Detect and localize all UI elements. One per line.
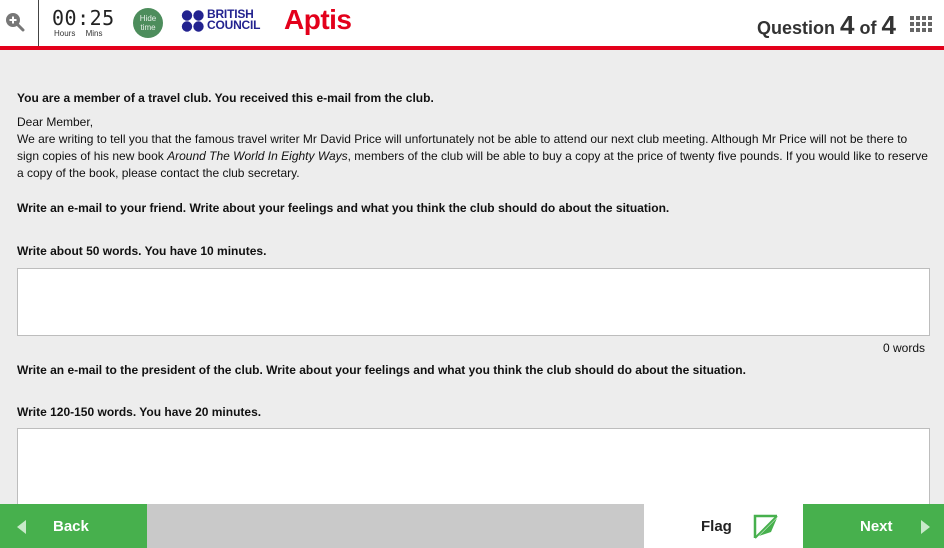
email-body-part2: , members of the club will be able to buy a copy at the price of twenty five pounds. If you would like to reserve a copy of the book, please contact the club secretary. bbox=[17, 149, 928, 180]
email-body-part1: We are writing to tell you that the famous travel writer Mr David Price will unfortunately not be able to attend our next club meeting. Although Mr Price will not be there to sign copies of his new book bbox=[17, 132, 908, 163]
task1-word-count: 0 words bbox=[882, 341, 925, 355]
task1-limit: Write about 50 words. You have 10 minutes. bbox=[17, 244, 267, 258]
flag-icon bbox=[753, 514, 779, 540]
intro-text: You are a member of a travel club. You received this e-mail from the club. bbox=[17, 91, 434, 105]
flag-label: Flag bbox=[701, 518, 732, 535]
task1-answer-textarea[interactable] bbox=[17, 268, 930, 336]
question-prefix: Question bbox=[757, 18, 836, 38]
task2-limit: Write 120-150 words. You have 20 minutes. bbox=[17, 405, 262, 419]
divider bbox=[38, 0, 39, 46]
aptis-logo: Aptis bbox=[284, 4, 352, 35]
british-council-dots-icon bbox=[181, 10, 205, 32]
question-grid-icon[interactable] bbox=[910, 16, 932, 32]
question-content bbox=[17, 90, 929, 260]
back-button[interactable] bbox=[0, 504, 147, 548]
next-label: Next bbox=[860, 518, 893, 535]
next-button[interactable] bbox=[803, 504, 944, 548]
logo-line2: COUNCIL bbox=[207, 18, 261, 32]
email-body bbox=[17, 131, 929, 182]
timer-value: 00:25 bbox=[52, 6, 115, 30]
question-total: 4 bbox=[881, 10, 896, 40]
back-label: Back bbox=[53, 518, 89, 535]
timer bbox=[52, 6, 122, 38]
flag-button[interactable] bbox=[644, 504, 803, 548]
logo-line1: BRITISH bbox=[207, 7, 254, 21]
arrow-right-icon bbox=[921, 520, 930, 534]
zoom-in-icon[interactable] bbox=[5, 12, 25, 32]
question-current: 4 bbox=[840, 10, 855, 40]
task2-section bbox=[17, 362, 929, 421]
progress-bar bbox=[147, 504, 644, 548]
hide-time-button[interactable]: Hide time bbox=[133, 8, 163, 38]
question-of: of bbox=[859, 18, 877, 38]
arrow-left-icon bbox=[17, 520, 26, 534]
question-counter bbox=[757, 10, 896, 41]
bottom-navigation bbox=[0, 504, 944, 548]
task1-prompt: Write an e-mail to your friend. Write about your feelings and what you think the club should do about the situation. bbox=[17, 201, 670, 215]
book-title: Around The World In Eighty Ways bbox=[167, 149, 348, 163]
top-bar bbox=[0, 0, 944, 50]
email-greeting: Dear Member, bbox=[17, 115, 94, 129]
mins-label: Mins bbox=[85, 29, 103, 38]
hours-label: Hours bbox=[54, 29, 76, 38]
task2-prompt: Write an e-mail to the president of the club. Write about your feelings and what you think the club should do about the situation. bbox=[17, 363, 746, 377]
